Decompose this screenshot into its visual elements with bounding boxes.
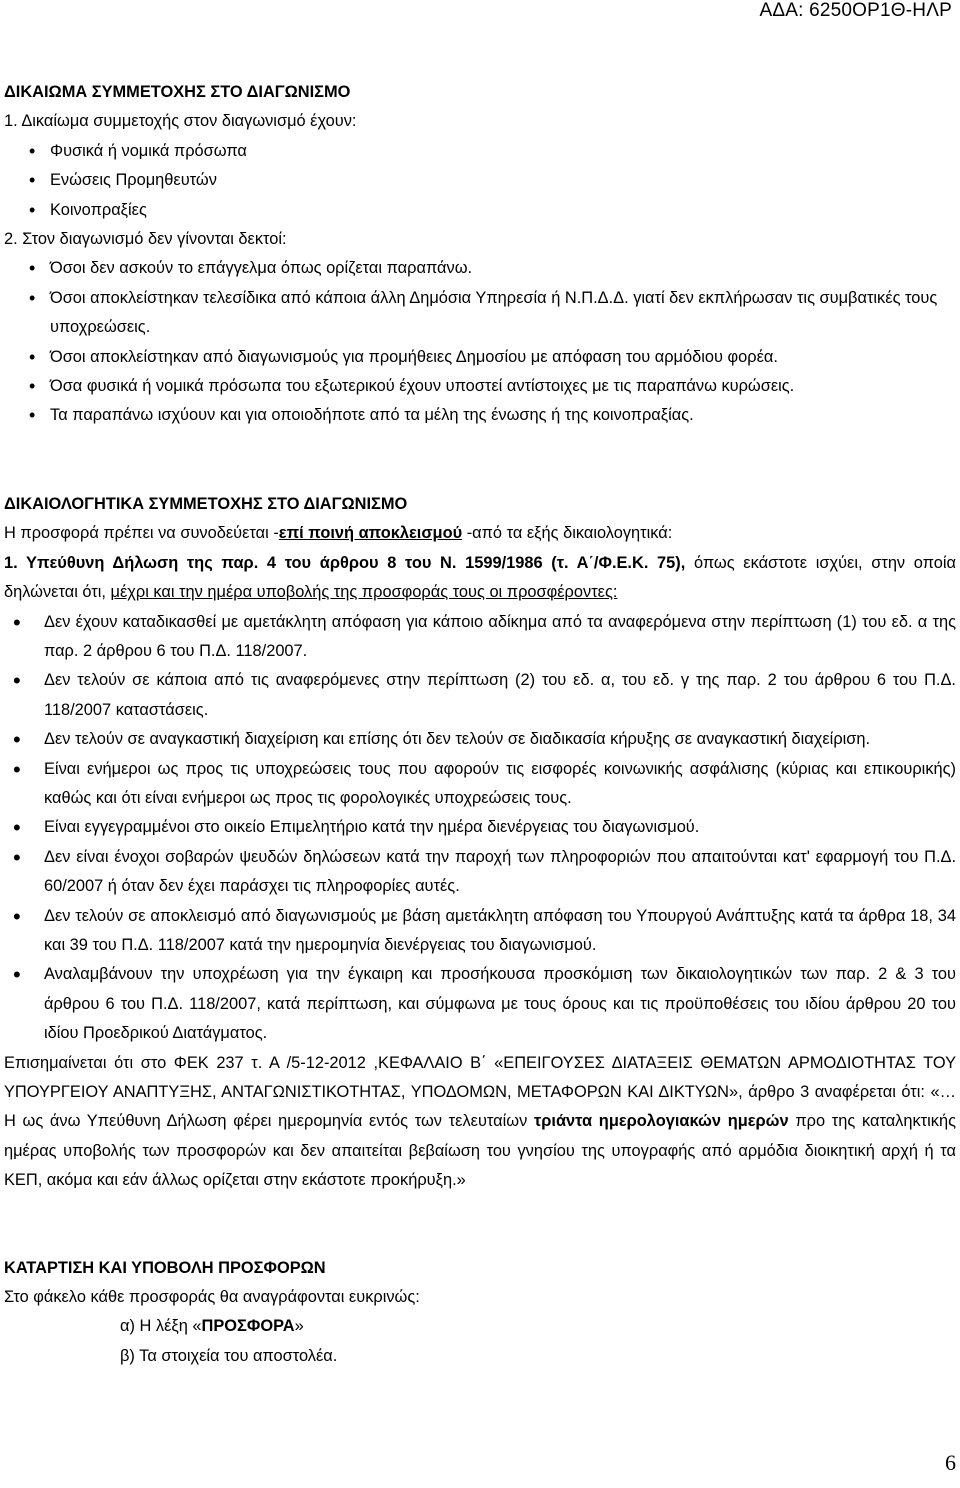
list-item: • Δεν τελούν σε αποκλεισμό από διαγωνισμούς με βάση αμετάκλητη απόφαση του Υπουργού Ανάπτυξης κατά τα άρθρα 18, 34 και 39 του Π.Δ. 118/2007 κατά την ημερομηνία διενέργειας του διαγωνισμού. (4, 902, 956, 961)
list-item: • Κοινοπραξίες (4, 196, 956, 225)
list-item: • Δεν έχουν καταδικασθεί με αμετάκλητη απόφαση για κάποιο αδίκημα από τα αναφερόμενα στην περίπτωση (1) του εδ. α της παρ. 2 άρθρου 6 του Π.Δ. 118/2007. (4, 608, 956, 667)
section-title-offers: ΚΑΤΑΡΤΙΣΗ ΚΑΙ ΥΠΟΒΟΛΗ ΠΡΟΣΦΟΡΩΝ (4, 1258, 326, 1277)
declaration-paragraph: 1. Υπεύθυνη Δήλωση της παρ. 4 του άρθρου 8 του Ν. 1599/1986 (τ. Α΄/Φ.Ε.Κ. 75), όπως εκάστοτε ισχύει, στην οποία δηλώνεται ότι, μέχρι και την ημέρα υποβολής της προσφοράς τους οι προσφέροντες: (4, 553, 956, 602)
declaration-underlined: μέχρι και την ημέρα υποβολής της προσφοράς τους οι προσφέροντες: (110, 583, 618, 602)
offer-label-line: α) Η λέξη «ΠΡΟΣΦΟΡΑ» (120, 1317, 304, 1336)
paragraph: 2. Στον διαγωνισμό δεν γίνονται δεκτοί: (4, 230, 287, 249)
section-title-participation-right: ΔΙΚΑΙΩΜΑ ΣΥΜΜΕΤΟΧΗΣ ΣΤΟ ΔΙΑΓΩΝΙΣΜΟ (4, 83, 351, 101)
sender-line: β) Τα στοιχεία του αποστολέα. (120, 1346, 338, 1365)
paragraph: Η προσφορά πρέπει να συνοδεύεται -επί ποινή αποκλεισμού -από τα εξής δικαιολογητικά: (4, 524, 673, 543)
eligible-list (4, 137, 956, 225)
list-item: • Όσοι αποκλείστηκαν τελεσίδικα από κάποια άλλη Δημόσια Υπηρεσία ή Ν.Π.Δ.Δ. γιατί δεν εκπλήρωσαν τις συμβατικές τους υποχρεώσεις. (4, 284, 956, 343)
section-title-documents: ΔΙΚΑΙΟΛΟΓΗΤΙΚΑ ΣΥΜΜΕΤΟΧΗΣ ΣΤΟ ΔΙΑΓΩΝΙΣΜΟ (4, 494, 408, 513)
list-item: • Τα παραπάνω ισχύουν και για οποιοδήποτε από τα μέλη της ένωσης ή της κοινοπραξίας. (4, 401, 956, 430)
list-item: • Όσα φυσικά ή νομικά πρόσωπα του εξωτερικού έχουν υποστεί αντίστοιχες με τις παραπάνω κυρώσεις. (4, 372, 956, 401)
list-item: • Όσοι δεν ασκούν το επάγγελμα όπως ορίζεται παραπάνω. (4, 254, 956, 283)
note-paragraph: Επισημαίνεται ότι στο ΦΕΚ 237 τ. Α /5-12-2012 ,ΚΕΦΑΛΑΙΟ Β΄ «ΕΠΕΙΓΟΥΣΕΣ ΔΙΑΤΑΞΕΙΣ ΘΕΜΑΤΩΝ ΑΡΜΟΔΙΟΤΗΤΑΣ ΤΟΥ ΥΠΟΥΡΓΕΙΟΥ ΑΝΑΠΤΥΞΗΣ, ΑΝΤΑΓΩΝΙΣΤΙΚΟΤΗΤΑΣ, ΥΠΟΔΟΜΩΝ, ΜΕΤΑΦΟΡΩΝ ΚΑΙ ΔΙΚΤΥΩΝ», άρθρο 3 αναφέρεται ότι: «…Η ως άνω Υπεύθυνη Δήλωση φέρει ημερομηνία εντός των τελευταίων τριάντα ημερολογιακών ημερών προ της καταληκτικής ημέρας υποβολής των προσφορών και δεν απαιτείται βεβαίωση του γνησίου της υπογραφής από αρμόδια διοικητική αρχή ή τα ΚΕΠ, ακόμα και εάν άλλως ορίζεται στην εκάστοτε προκήρυξη.» (4, 1053, 957, 1190)
page-number: 6 (945, 1450, 956, 1475)
list-item: • Είναι ενήμεροι ως προς τις υποχρεώσεις τους που αφορούν τις εισφορές κοινωνικής ασφάλισης (κύριας και επικουρικής) καθώς και ότι είναι ενήμεροι ως προς τις φορολογικές υποχρεώσεις τους. (4, 755, 956, 814)
ada-code: ΑΔΑ: 6250ΟΡ1Θ-ΗΛΡ (759, 0, 952, 21)
note-emphasis: τριάντα ημερολογιακών ημερών (533, 1112, 789, 1131)
list-item: • Ενώσεις Προμηθευτών (4, 166, 956, 195)
excluded-list (4, 254, 956, 430)
list-item: • Δεν είναι ένοχοι σοβαρών ψευδών δηλώσεων κατά την παροχή των πληροφοριών που απαιτούνται κατ' εφαρμογή του Π.Δ. 60/2007 ή όταν δεν έχει παράσχει τις πληροφορίες αυτές. (4, 843, 956, 902)
list-item: • Φυσικά ή νομικά πρόσωπα (4, 137, 956, 166)
list-item: • Δεν τελούν σε κάποια από τις αναφερόμενες στην περίπτωση (2) του εδ. α, του εδ. γ της παρ. 2 του άρθρου 6 του Π.Δ. 118/2007 καταστάσεις. (4, 666, 956, 725)
declaration-list (4, 608, 956, 1049)
list-item: • Αναλαμβάνουν την υποχρέωση για την έγκαιρη και προσήκουσα προσκόμιση των δικαιολογητικών των παρ. 2 & 3 του άρθρου 6 του Π.Δ. 118/2007, κατά περίπτωση, και σύμφωνα με τους όρους και τις προϋποθέσεις του ιδίου άρθρου 20 του ιδίου Προεδρικού Διατάγματος. (4, 960, 956, 1048)
list-item: • Δεν τελούν σε αναγκαστική διαχείριση και επίσης ότι δεν τελούν σε διαδικασία κήρυξης σε αναγκαστική διαχείριση. (4, 725, 956, 754)
emphasis-underlined: επί ποινή αποκλεισμού (278, 524, 463, 543)
paragraph: 1. Δικαίωμα συμμετοχής στον διαγωνισμό έχουν: (4, 112, 357, 131)
list-item: • Όσοι αποκλείστηκαν από διαγωνισμούς για προμήθειες Δημοσίου με απόφαση του αρμόδιου φορέα. (4, 343, 956, 372)
list-item: • Είναι εγγεγραμμένοι στο οικείο Επιμελητήριο κατά την ημέρα διενέργειας του διαγωνισμού. (4, 813, 956, 842)
document-body (4, 78, 956, 1371)
paragraph: Στο φάκελο κάθε προσφοράς θα αναγράφονται ευκρινώς: (4, 1288, 420, 1307)
offer-word: ΠΡΟΣΦΟΡΑ (201, 1317, 295, 1336)
declaration-title: 1. Υπεύθυνη Δήλωση της παρ. 4 του άρθρου 8 του Ν. 1599/1986 (τ. Α΄/Φ.Ε.Κ. 75), (4, 553, 686, 572)
